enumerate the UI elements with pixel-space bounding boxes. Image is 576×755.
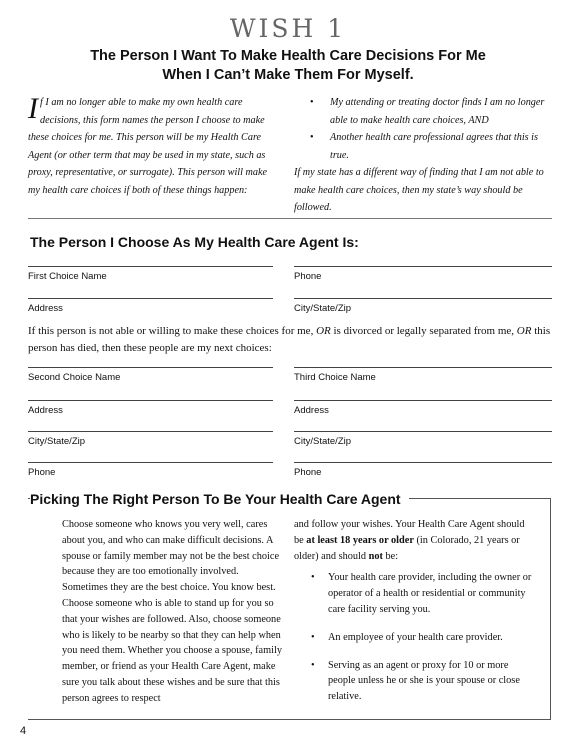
intro-right-column [294,94,554,217]
list-item [294,129,554,164]
wish-title: WISH 1 [229,14,347,43]
list-item [294,658,534,705]
third-choice-city-state-zip-field[interactable] [294,431,552,447]
text: be: [382,550,399,562]
field-label: Phone [294,271,322,282]
field-label: City/State/Zip [294,303,352,314]
field-label: First Choice Name [28,271,107,282]
picking-heading: Picking The Right Person To Be Your Health Care Agent [30,491,409,507]
list-item [294,570,534,617]
text: (in Colorado, 21 years or older) and should [294,534,520,562]
field-label: Third Choice Name [294,372,376,383]
bullet-text: An employee of your health care provider. [328,631,503,643]
page-title-line-1: The Person I Want To Make Health Care Decisions For Me [90,48,486,64]
text: and follow your wishes. Your Health Care Agent should be [294,519,525,546]
third-choice-address-field[interactable] [294,400,552,416]
text: is divorced or legally separated from me, [330,325,517,337]
field-label: Address [28,303,63,314]
emphasis: not [368,550,383,562]
third-choice-phone-field[interactable] [294,462,552,478]
field-label: Phone [294,467,322,478]
bullet-icon: • [310,97,314,108]
section-divider [28,218,552,219]
picking-right-text [294,517,534,564]
first-choice-phone-field[interactable] [294,266,552,282]
text: If this person is not able or willing to make these choices for me, [28,325,317,337]
second-choice-phone-field[interactable] [28,462,273,478]
third-choice-name-field[interactable] [294,367,552,383]
field-label: Address [294,405,329,416]
second-choice-city-state-zip-field[interactable] [28,431,273,447]
picking-right-column [294,517,534,717]
next-choices-paragraph [28,323,558,357]
bullet-icon: • [311,659,315,671]
list-item [294,94,554,129]
intro-right-text: If my state has a different way of finding that I am not able to make health care choices, then my state’s way should be followed. [294,167,544,213]
first-choice-city-state-zip-field[interactable] [294,298,552,314]
field-label: Address [28,405,63,416]
intro-left-text: f I am no longer able to make my own health care decisions, this form names the person I choose to make these choices for me. This person will be my Health Care Agent (or other term that may be used in my state, such as proxy, representative, or surrogate). This person will make my health care choices if both of these things happen: [28,97,268,196]
field-label: City/State/Zip [294,436,352,447]
emphasis-or: OR [316,325,331,337]
second-choice-address-field[interactable] [28,400,273,416]
second-choice-name-field[interactable] [28,367,273,383]
emphasis-or: OR [516,325,532,337]
drop-cap: I [28,92,38,125]
intro-left-paragraph [28,94,273,199]
picking-bullet-list [294,570,534,705]
bullet-icon: • [311,631,315,643]
intro-bullet-list [294,94,554,164]
agent-heading: The Person I Choose As My Health Care Agent Is: [30,234,359,250]
first-choice-address-field[interactable] [28,298,273,314]
picking-left-text: Choose someone who knows you very well, cares about you, and who can make difficult decisions. A spouse or family member may not be the best choice because they are too emotionally involved. Sometimes they are the best choice. You know best. Choose someone who is able to stand up for you so that your wishes are followed. Also, choose someone who is likely to be nearby so that they can help when you need them. Whether you choose a spouse, family member, or friend as your Health Care Agent, make sure you talk about these wishes and be sure that this person agrees to respect [62,519,282,704]
bullet-text: My attending or treating doctor finds I am no longer able to make health care choices, AND [330,97,545,126]
emphasis: at least 18 years or older [306,534,414,546]
bullet-text: Your health care provider, including the owner or operator of a health or residential or community care facility serving you. [328,572,532,615]
field-label: Phone [28,467,56,478]
list-item [294,630,534,646]
bullet-text: Serving as an agent or proxy for 10 or more people unless he or she is your spouse or close relative. [328,659,520,703]
bullet-icon: • [310,132,314,143]
bullet-text: Another health care professional agrees that this is true. [330,132,538,161]
page-number: 4 [20,725,27,737]
bullet-icon: • [311,572,315,584]
page-title-line-2: When I Can’t Make Them For Myself. [162,67,414,83]
first-choice-name-field[interactable] [28,266,273,282]
field-label: City/State/Zip [28,436,86,447]
field-label: Second Choice Name [28,372,121,383]
text: this person has died, then these people are my next choices: [28,325,551,354]
